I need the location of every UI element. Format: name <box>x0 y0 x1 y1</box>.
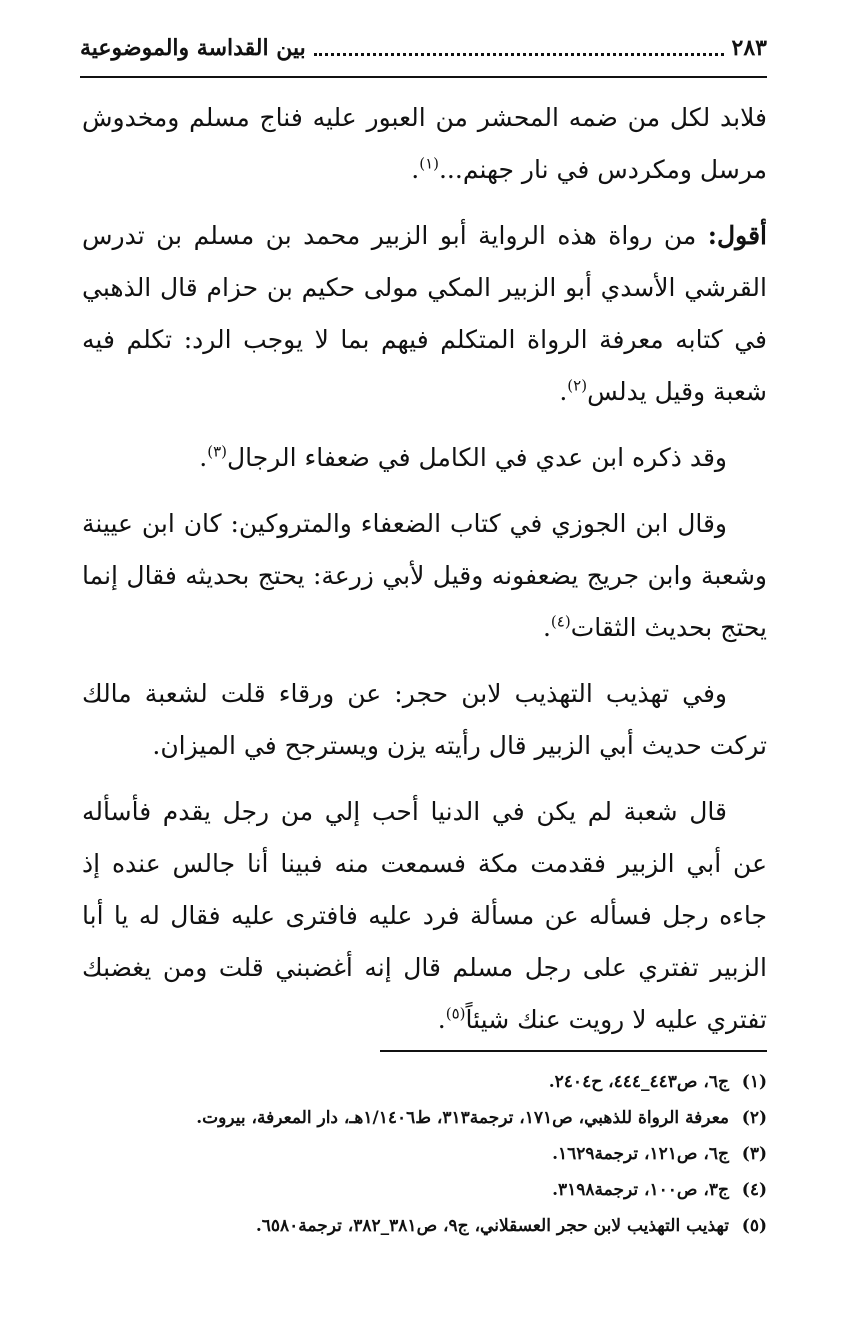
footnote-text: معرفة الرواة للذهبي، ص١٧١، ترجمة٣١٣، ط١/١٤٠٦هـ، دار المعرفة، بيروت. <box>196 1108 729 1128</box>
paragraph-5: وفي تهذيب التهذيب لابن حجر: عن ورقاء قلت لشعبة مالك تركت حديث أبي الزبير قال رأيته يزن ويسترجح في الميزان. <box>82 679 767 760</box>
footnote-ref-3: (٣) <box>207 442 228 461</box>
footnote <box>150 1064 767 1100</box>
paragraph-1: فلابد لكل من ضمه المحشر من العبور عليه فناج مسلم ومخدوش مرسل ومكردس في نار جهنم...$^{(١)}$. <box>82 103 767 184</box>
footnote-number: (٤) <box>741 1180 767 1200</box>
footnote <box>150 1136 767 1172</box>
header-dot-leader <box>314 53 724 56</box>
paragraph-2: أقول: من رواة هذه الرواية أبو الزبير محمد بن مسلم بن تدرس القرشي الأسدي أبو الزبير المكي مولى حكيم بن حزام قال الذهبي في كتابه معرفة الرواة المتكلم فيهم بما لا يوجب الرد: تكلم فيه شعبة وقيل يدلس$^{(٢)}$. <box>82 221 767 406</box>
paragraph-6: قال شعبة لم يكن في الدنيا أحب إلي من رجل يقدم فأسأله عن أبي الزبير فقدمت مكة فسمعت منه فبينا أنا جالس عنده إذ جاءه رجل فسأله عن مسألة فرد عليه فافترى عليه فقال له يا أبا الزبير تفتري على رجل مسلم قال إنه أغضبني قلت ومن يغضبك تفتري عليه لا رويت عنك شيئاً$^{(٥)}$. <box>82 797 767 1034</box>
footnote-number: (٢) <box>741 1108 767 1128</box>
footnote <box>150 1208 767 1244</box>
running-header <box>80 30 767 66</box>
footnote <box>150 1172 767 1208</box>
footnote-number: (٥) <box>741 1216 767 1236</box>
paragraph-3: وقد ذكره ابن عدي في الكامل في ضعفاء الرجال$^{(٣)}$. <box>199 442 727 472</box>
body-text <box>82 92 767 1060</box>
footnote-ref-2: (٢) <box>567 376 588 395</box>
footnote-ref-4: (٤) <box>550 612 571 631</box>
footnote-text: تهذيب التهذيب لابن حجر العسقلاني، ج٩، ص٣٨١_٣٨٢، ترجمة٦٥٨٠. <box>255 1216 729 1236</box>
page-number: ٢٨٣ <box>731 35 767 61</box>
footnote-text: ج٦، ص٤٤٣_٤٤٤، ح٢٤٠٤. <box>548 1072 729 1092</box>
header-rule <box>80 76 767 78</box>
footnote-number: (١) <box>741 1072 767 1092</box>
footnote-text: ج٦، ص١٢١، ترجمة١٦٢٩. <box>552 1144 729 1164</box>
footnote-ref-5: (٥) <box>445 1004 466 1023</box>
footnote-rule <box>380 1050 767 1052</box>
footnote <box>150 1100 767 1136</box>
paragraph-4: وقال ابن الجوزي في كتاب الضعفاء والمتروكين: كان ابن عيينة وشعبة وابن جريج يضعفونه وقيل لأبي زرعة: يحتج بحديثه فقال إنما يحتج بحديث الثقات$^{(٤)}$. <box>82 509 767 642</box>
header-title: بين القداسة والموضوعية <box>80 35 306 61</box>
footnotes <box>150 1064 767 1244</box>
footnote-text: ج٣، ص١٠٠، ترجمة٣١٩٨. <box>552 1180 729 1200</box>
footnote-ref-1: (١) <box>419 154 439 173</box>
footnote-number: (٣) <box>741 1144 767 1164</box>
paragraph-lead: أقول: <box>707 221 767 250</box>
